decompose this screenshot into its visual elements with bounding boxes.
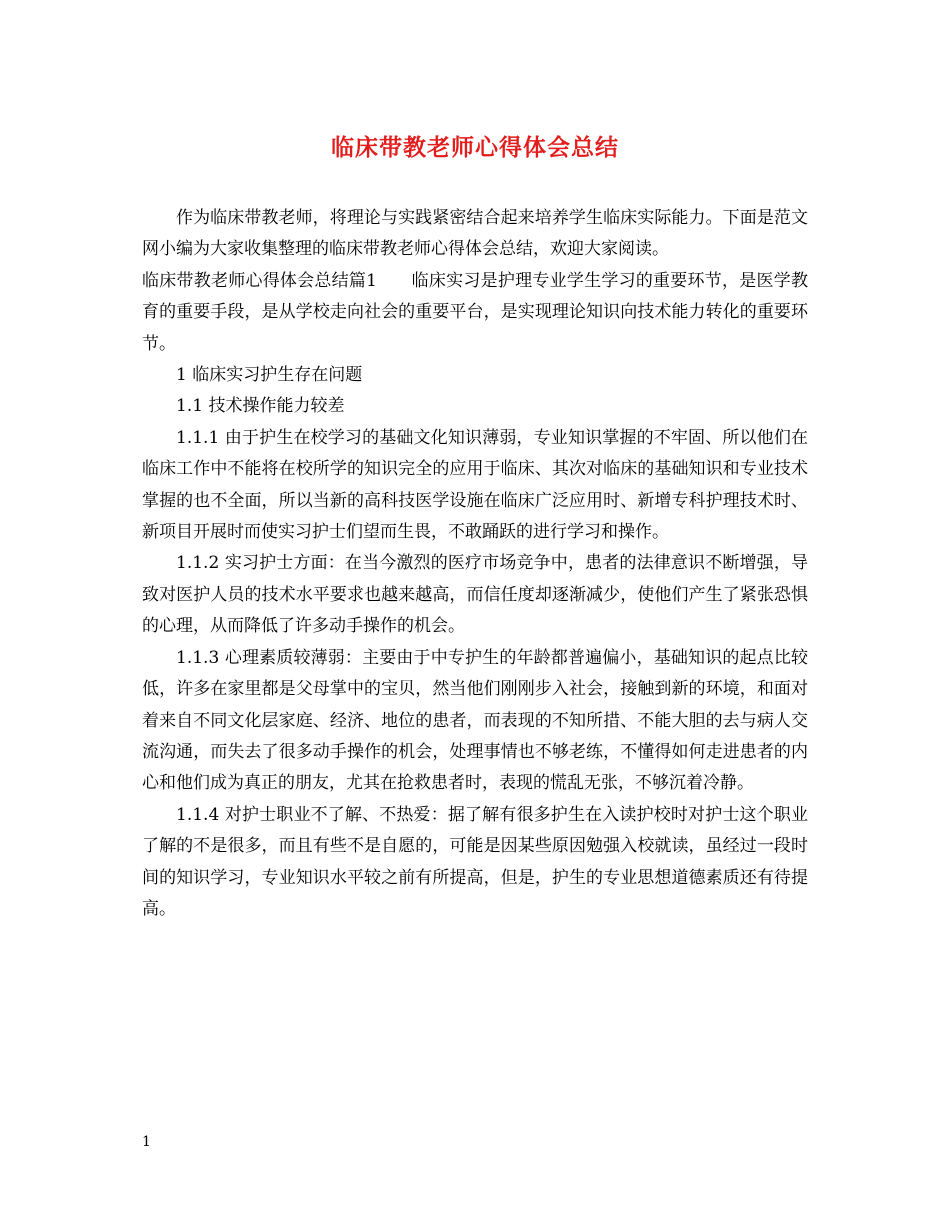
heading-problems: 1 临床实习护生存在问题 (176, 365, 363, 386)
paragraph-1-1-3: 1.1.3 心理素质较薄弱：主要由于中专护生的年龄都普遍偏小，基础知识的起点比较低，许多在家里都是父母掌中的宝贝，然当他们刚刚步入社会，接触到新的环境，和面对着来自不同文化层家庭、经济、地位的患者，而表现的不知所措、不能大胆的去与病人交流沟通，而失去了很多动手操作的机会，处理事情也不够老练，不懂得如何走进患者的内心和他们成为真正的朋友，尤其在抢救患者时，表现的慌乱无张，不够沉着冷静。 (142, 647, 808, 794)
paragraph-section-1: 临床带教老师心得体会总结篇1 临床实习是护理专业学生学习的重要环节，是医学教育的重要手段，是从学校走向社会的重要平台，是实现理论知识向技术能力转化的重要环节。 (142, 270, 808, 354)
paragraph-1-1-4: 1.1.4 对护士职业不了解、不热爱：据了解有很多护生在入读护校时对护士这个职业了解的不是很多，而且有些不是自愿的，可能是因某些原因勉强入校就读，虽经过一段时间的知识学习，专业知识水平较之前有所提高，但是，护生的专业思想道德素质还有待提高。 (142, 804, 808, 919)
paragraph-1-1-2: 1.1.2 实习护士方面：在当今激烈的医疗市场竞争中，患者的法律意识不断增强，导致对医护人员的技术水平要求也越来越高，而信任度却逐渐减少，使他们产生了紧张恐惧的心理，从而降低了许多动手操作的机会。 (142, 553, 808, 637)
paragraph-1-1-1: 1.1.1 由于护生在校学习的基础文化知识薄弱，专业知识掌握的不牢固、所以他们在临床工作中不能将在校所学的知识完全的应用于临床、其次对临床的基础知识和专业技术掌握的也不全面，所以当新的高科技医学设施在临床广泛应用时、新增专科护理技术时、新项目开展时而使实习护士们望而生畏，不敢踊跃的进行学习和操作。 (142, 427, 808, 543)
document-title: 临床带教老师心得体会总结 (331, 134, 619, 161)
heading-skills: 1.1 技术操作能力较差 (176, 396, 345, 417)
page-number: 1 (142, 1134, 151, 1150)
paragraph-intro: 作为临床带教老师，将理论与实践紧密结合起来培养学生临床实际能力。下面是范文网小编为大家收集整理的临床带教老师心得体会总结，欢迎大家阅读。 (142, 208, 808, 260)
document-body (142, 203, 808, 925)
